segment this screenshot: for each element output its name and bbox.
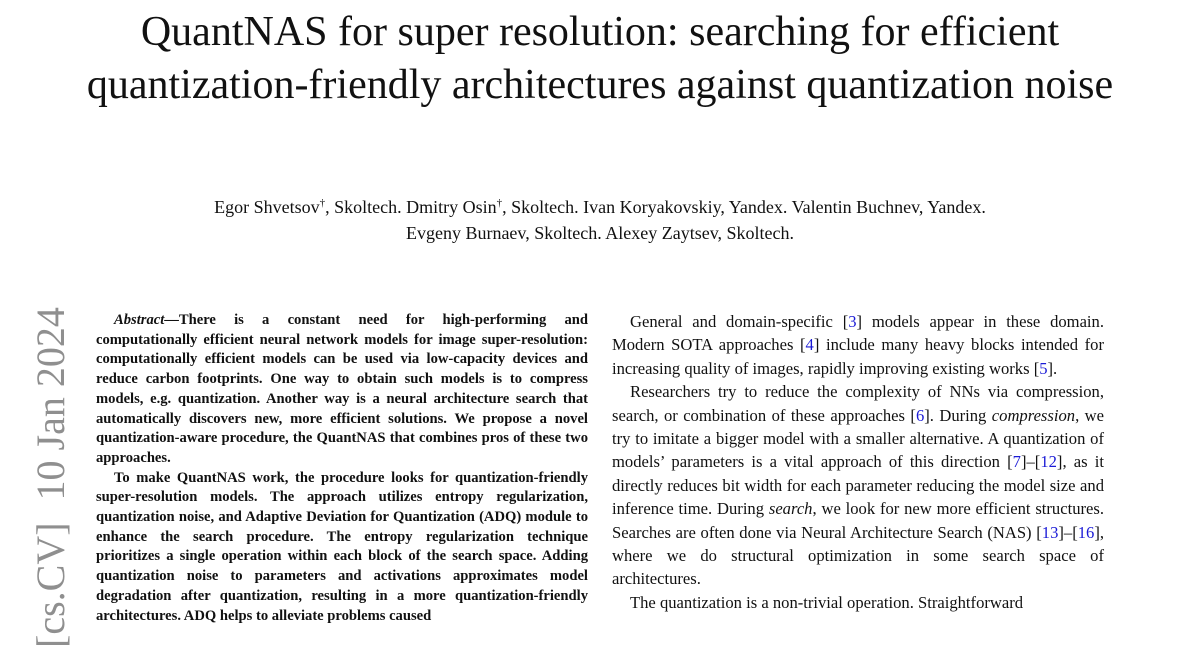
paper-title: QuantNAS for super resolution: searching for efficient quantization-friendly architectures against quantization noise [86,9,1114,108]
text-run: , as it directly reduces bit width for each parameter reducing the model size and inference time. During [612,452,1105,519]
emphasis-text: search [768,499,813,519]
citation-link[interactable]: 16 [1077,522,1095,542]
arxiv-stamp [26,307,76,648]
author-name: Dmitry Osin [406,197,497,217]
text-run: – [1026,452,1035,472]
author-list [40,194,1160,246]
text-run: , we look for new more efficient structures. Searches are often done via Neural Architecture Search (NAS) [612,499,1104,542]
author-name: Valentin Buchnev [791,197,919,217]
text-run: models appear in these domain. Modern SOTA approaches [612,312,1104,355]
body-paragraph-1: General and domain-specific [3] models appear in these domain. Modern SOTA approaches [4] include many heavy blocks intended for increasing quality of images, rapidly improving existing works [5]. [612,312,1105,378]
body-paragraph-3 [612,591,1104,614]
author-affiliation: , Yandex. [720,197,792,217]
citation-link[interactable]: 4 [805,335,814,355]
abstract-column [96,311,588,626]
author-affiliation: , Skoltech. [502,197,584,217]
citation-link[interactable]: 6 [915,405,925,425]
text-run: Researchers try to reduce the complexity of NNs via compression, search, or combination of these approaches [612,382,1104,425]
body-column [612,310,1104,614]
arxiv-category: [cs.CV] [28,522,73,648]
author-line-2: Evgeny Burnaev, Skoltech. Alexey Zaytsev, Skoltech. [405,223,795,243]
author-name: Egor Shvetsov [214,197,320,217]
citation-link[interactable]: 3 [848,312,857,331]
abstract-text-1: There is a constant need for high-performing and computationally efficient neural network models for image super-resolution: computationally efficient models can be used via low-capacity devices and reduce carbon footprints. One way to obtain such models is to compress models, e.g. quantization. Another way is a neural architecture search that automatically discovers new, more efficient solutions. We propose a novel quantization-aware procedure, the QuantNAS that combines pros of these two approaches. [96,312,588,466]
text-run: include many heavy blocks intended for increasing quality of images, rapidly improving existing works [612,335,1105,378]
author-affiliation: , Skoltech. [325,197,407,217]
abstract-paragraph-1 [96,311,588,469]
abstract-paragraph-2: To make QuantNAS work, the procedure looks for quantization-friendly super-resolution models. The approach utilizes entropy regularization, quantization noise, and Adaptive Deviation for Quantization (ADQ) module to enhance the search procedure. The entropy regularization technique prioritizes a single operation within each block of the search space. Adding quantization noise to parameters and activations approximates model degradation after quantization, resulting in a more quantization-friendly architectures. ADQ helps to alleviate problems caused [96,469,588,624]
citation-link[interactable]: 13 [1041,522,1059,542]
text-run: The quantization is a non-trivial operation. Straightforward [630,592,1024,612]
emphasis-text: compression [991,405,1076,425]
author-affiliation-mark: † [496,197,503,209]
abstract-label: Abstract [114,312,165,328]
text-run: . During [929,405,992,425]
text-run: . [1053,358,1058,378]
abstract-dash: — [164,312,179,328]
citation-link[interactable]: 12 [1040,452,1057,472]
arxiv-date: 10 Jan 2024 [28,307,73,501]
text-run: , we try to imitate a bigger model with a smaller alternative. A quantization of models’ parameters is a vital approach of this direction [612,405,1104,472]
citation-link[interactable]: 5 [1039,358,1048,378]
citation-link[interactable]: 7 [1012,452,1021,472]
text-run: General and domain-specific [630,312,843,331]
author-line-1 [40,194,1160,220]
author-name: Ivan Koryakovskiy [583,197,721,217]
body-paragraph-2: Researchers try to reduce the complexity of NNs via compression, search, or combination of these approaches [6]. During compression, we try to imitate a bigger model with a smaller alternative. A quantization of models’ parameters is a vital approach of this direction [7]–[12], as it directly reduces bit width for each parameter reducing the model size and inference time. During search, we look for new more efficient structures. Searches are often done via Neural Architecture Search (NAS) [13]–[16], where we do structural optimization in some search space of architectures. [612,382,1105,589]
author-affiliation: , Yandex. [918,197,986,217]
text-run: – [1063,522,1073,542]
author-affiliation-mark: † [319,197,326,209]
text-run: , where we do structural optimization in some search space of architectures. [612,522,1104,589]
